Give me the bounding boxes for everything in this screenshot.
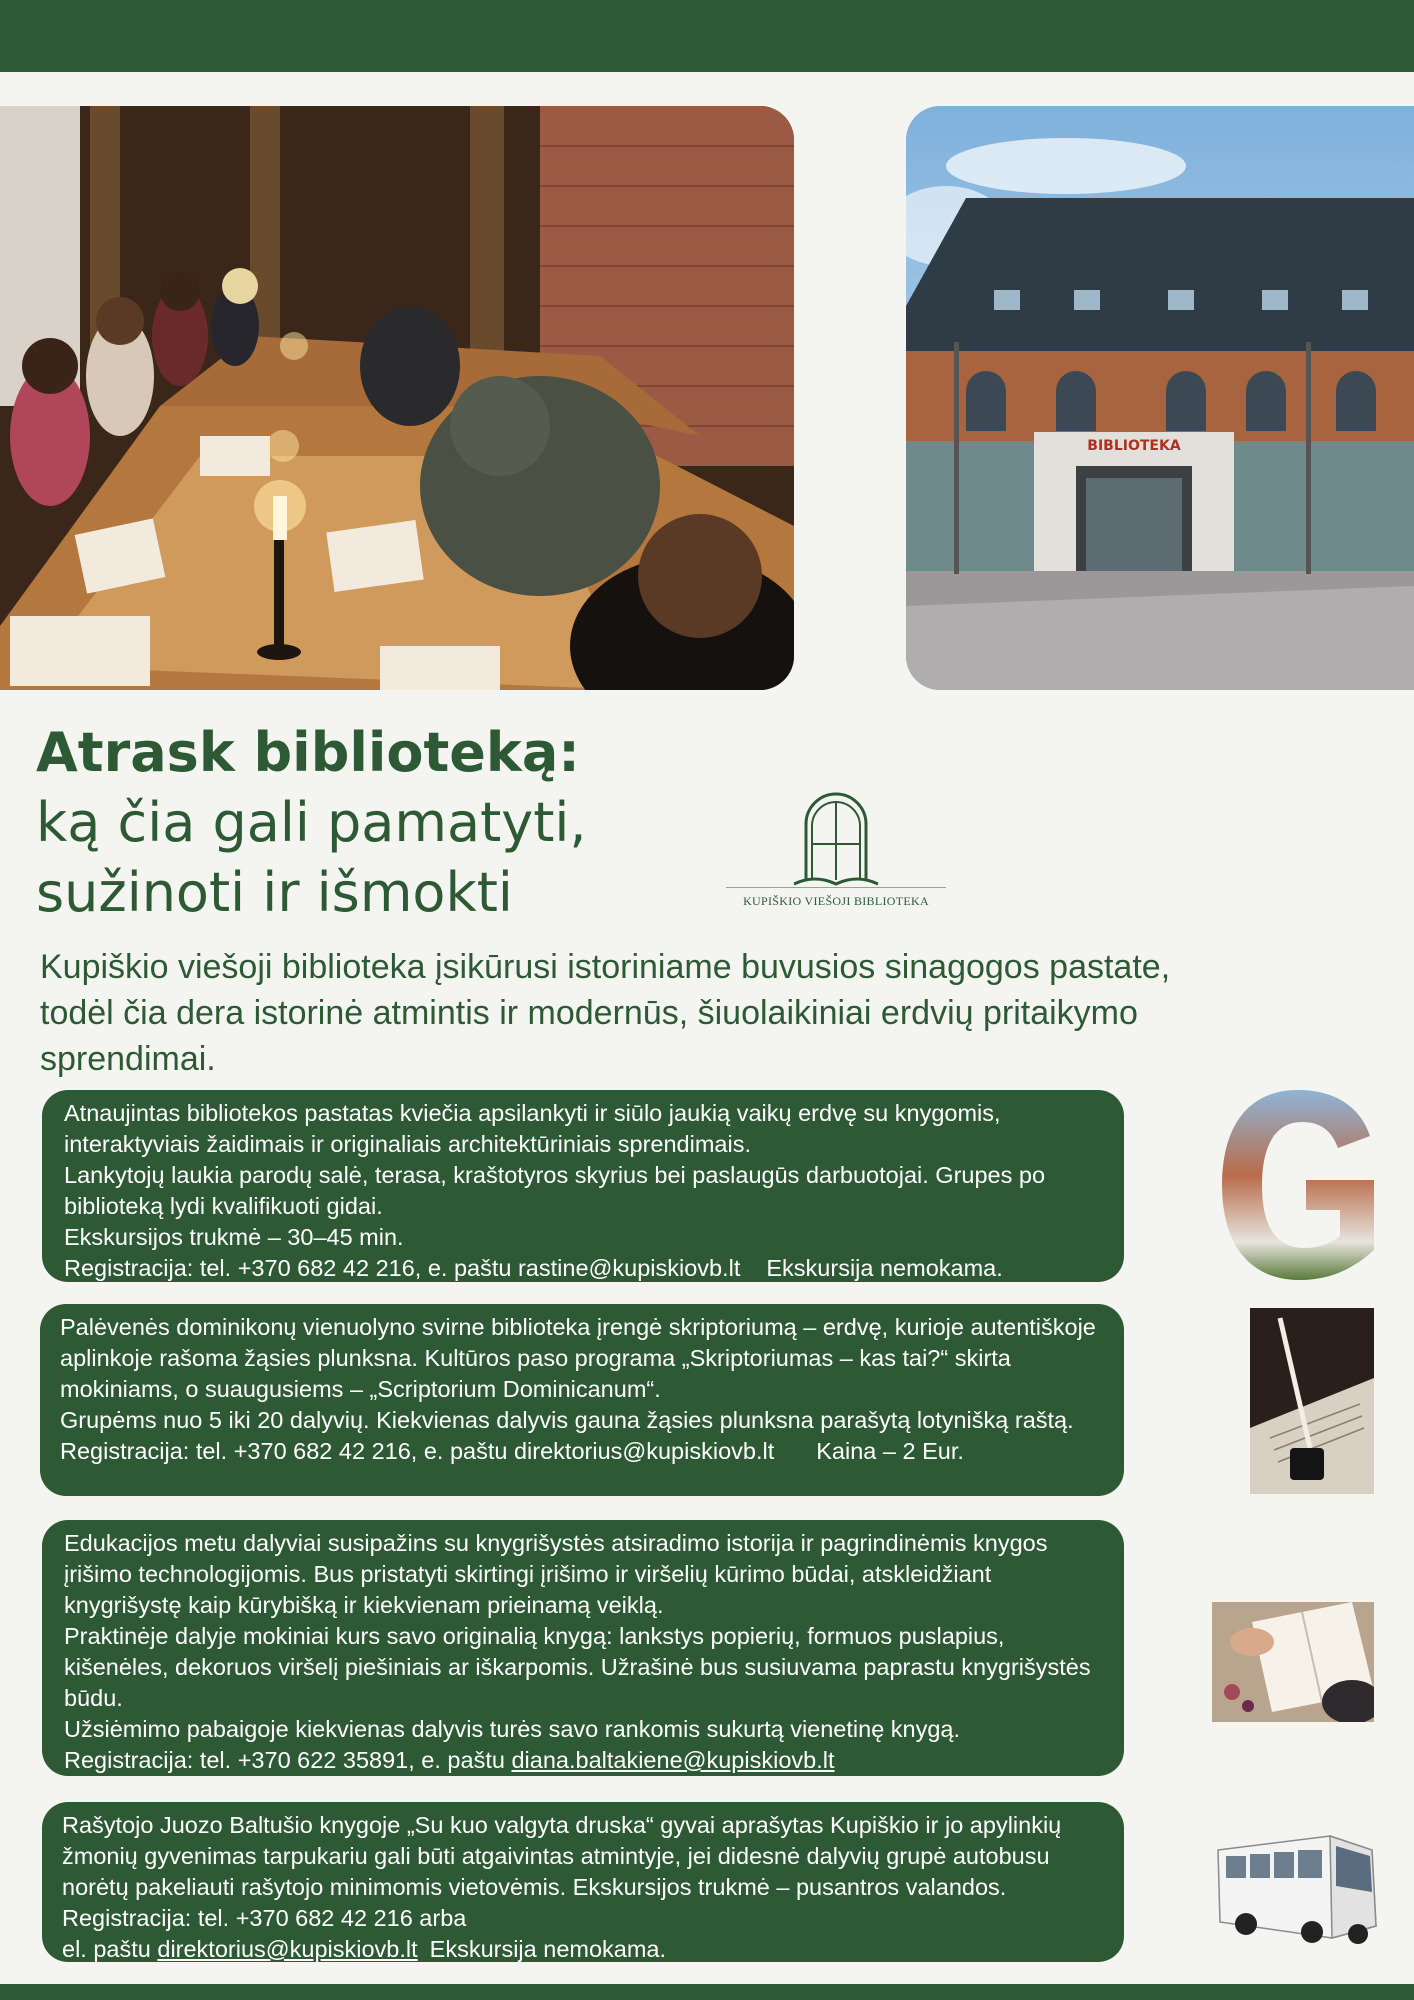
bookbinding-text-3: Užsiėmimo pabaigoje kiekvienas dalyvis turės savo rankomis sukurtą vienetinę knygą. (64, 1716, 961, 1742)
excursion-email-line (62, 1934, 1104, 1965)
tour-duration: Ekskursijos trukmė – 30–45 min. (64, 1224, 404, 1250)
intro-paragraph: Kupiškio viešoji biblioteka įsikūrusi istoriniame buvusios sinagogos pastate, todėl čia dera istorinė atmintis ir modernūs, šiuolaikiniai erdvių pritaikymo sprendimai. (40, 948, 1171, 1078)
top-bar (0, 0, 1414, 72)
quill-inkwell-photo-icon (1250, 1308, 1374, 1494)
excursion-text: Rašytojo Juozo Baltušio knygoje „Su kuo valgyta druska“ gyvai aprašytas Kupiškio ir jo apylinkių žmonių gyvenimas tarpukariu gali būti atgaivintas atmintyje, jei didesnė dalyvių grupė autobusu norėtų pakeliauti rašytojo minimomis vietovėmis. Ekskursijos trukmė – pusantros valandos. Registracija: tel. +370 682 42 216 arba (62, 1812, 1062, 1931)
scriptorium-registration: Registracija: tel. +370 682 42 216, e. paštu direktorius@kupiskiovb.lt (60, 1438, 775, 1464)
bookbinding-text-2: Praktinėje dalyje mokiniai kurs savo originalią knygą: lankstys popierių, formuos puslapius, kišenėles, dekoruos viršelį piešiniais ar iškarpomis. Užrašinė bus susiuvama paprastu knygrišystės būdu. (64, 1623, 1091, 1711)
library-tour-box (42, 1090, 1124, 1282)
scriptorium-price: Kaina – 2 Eur. (816, 1438, 964, 1464)
scriptorium-text-1: Palėvenės dominikonų vienuolyno svirne biblioteka įrengė skriptoriumą – erdvę, kurioje autentiškoje aplinkoje rašoma žąsies plunksna. Kultūros paso programa „Skriptoriumas – kas tai?“ skirta mokiniams, o suaugusiems – „Scriptorium Dominicanum“. (60, 1314, 1096, 1402)
bookbinding-registration-line (64, 1745, 1104, 1776)
candle-writing-workshop-photo-icon (0, 106, 794, 690)
title-line-1: Atrask biblioteką: (36, 721, 580, 784)
scriptorium-text-2: Grupėms nuo 5 iki 20 dalyvių. Kiekvienas dalyvis gauna žąsies plunksna parašytą lotynišką raštą. (60, 1407, 1074, 1433)
scriptorium-registration-line (60, 1436, 1104, 1467)
bookbinding-box (42, 1520, 1124, 1776)
bookbinding-email-link[interactable]: diana.baltakiene@kupiskiovb.lt (511, 1747, 835, 1773)
title-line-2: ką čia gali pamatyti, (36, 791, 587, 854)
tour-bus-photo-icon (1212, 1830, 1382, 1946)
building-sign: BIBLIOTEKA (1087, 438, 1181, 454)
tour-text-2: Lankytojų laukia parodų salė, terasa, kraštotyros skyrius bei paslaugūs darbuotojai. Grupes po biblioteką lydi kvalifikuoti gidai. (64, 1162, 1046, 1219)
letter-g-building-photo-icon (1222, 1090, 1374, 1280)
bookbinding-hands-photo (1212, 1602, 1374, 1722)
workshop-photo (0, 106, 794, 690)
bookbinding-text-1: Edukacijos metu dalyviai susipažins su knygrišystės atsiradimo istorija ir pagrindinėmis knygos įrišimo technologijomis. Bus pristatyti skirtingi įrišimo ir viršelių kūrimo būdai, atskleidžiant knygrišystę kaip kūrybišką ir kiekvienam prieinamą veiklą. (64, 1530, 1048, 1618)
writer-excursion-box (42, 1802, 1124, 1962)
tour-text-1: Atnaujintas bibliotekos pastatas kviečia apsilankyti ir siūlo jaukią vaikų erdvę su knygomis, interaktyviais žaidimais ir originaliais architektūriniais sprendimais. (64, 1100, 1001, 1157)
excursion-email-prefix: el. paštu (62, 1936, 151, 1962)
excursion-email-link[interactable]: direktorius@kupiskiovb.lt (157, 1936, 418, 1962)
scriptorium-box (40, 1304, 1124, 1496)
library-logo (724, 784, 948, 914)
excursion-price: Ekskursija nemokama. (429, 1936, 667, 1962)
letter-g-building-photo (1222, 1090, 1374, 1280)
arched-window-book-icon (724, 784, 948, 888)
bookbinding-registration: Registracija: tel. +370 622 35891, e. paštu (64, 1747, 505, 1773)
library-building-photo (906, 106, 1414, 690)
bottom-bar (0, 1984, 1414, 2000)
quill-inkwell-photo (1250, 1308, 1374, 1494)
tour-price: Ekskursija nemokama. (766, 1255, 1003, 1281)
tour-registration-line (64, 1253, 1104, 1284)
bookbinding-hands-photo-icon (1212, 1602, 1374, 1722)
page-title (36, 718, 676, 928)
library-building-photo-icon (906, 106, 1414, 690)
tour-registration: Registracija: tel. +370 682 42 216, e. paštu rastine@kupiskiovb.lt (64, 1255, 741, 1281)
tour-bus-photo (1212, 1830, 1382, 1946)
logo-text: KUPIŠKIO VIEŠOJI BIBLIOTEKA (743, 894, 929, 908)
title-line-3: sužinoti ir išmokti (36, 861, 513, 924)
